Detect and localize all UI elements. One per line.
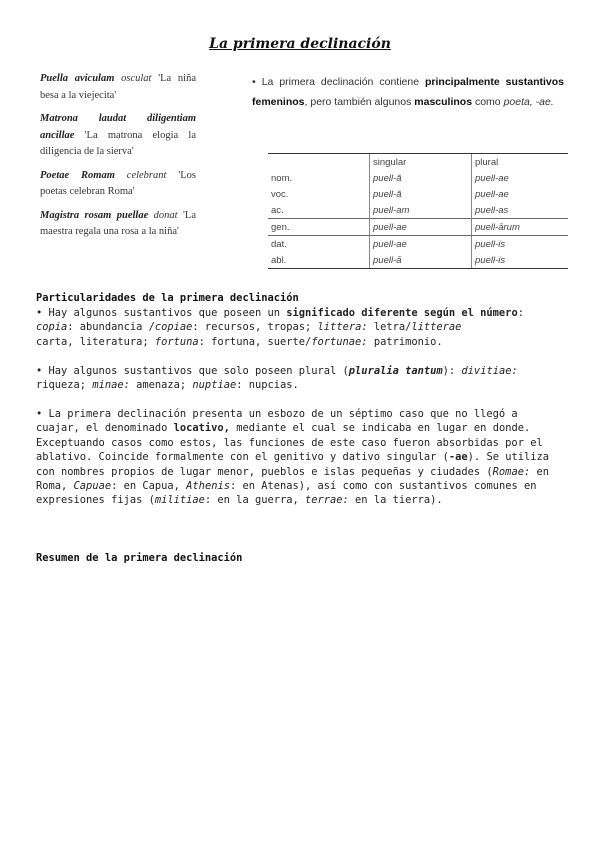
paragraph-number-meaning — [36, 306, 560, 349]
singular-form: puell-ae — [370, 236, 472, 253]
table-row — [268, 202, 568, 219]
singular-form: puell-ā — [370, 252, 472, 269]
bold-text: -ae — [448, 451, 468, 464]
table-header-cell: singular — [370, 154, 472, 171]
example-verb: donat — [148, 209, 178, 221]
plural-form: puell-ārum — [472, 219, 569, 236]
paragraph-line — [36, 320, 560, 334]
example-1 — [40, 71, 196, 104]
text: : — [517, 307, 524, 319]
bold-text: locativo, — [173, 422, 230, 435]
text: • Hay algunos sustantivos que solo poseen plural ( — [36, 365, 349, 377]
table-row — [268, 236, 568, 253]
latin-word: copiae — [154, 321, 193, 334]
declension-table — [268, 153, 568, 269]
intro-paragraph — [252, 72, 564, 112]
singular-form: puell-ă — [370, 186, 472, 202]
intro-bold: principalmente sustantivos femeninos — [252, 76, 564, 108]
paragraph-line — [36, 306, 560, 320]
paragraph-locative — [36, 407, 560, 508]
text: riqueza; — [36, 379, 93, 392]
singular-form: puell-am — [370, 202, 472, 219]
intro-text: como — [472, 96, 504, 108]
table-row — [268, 219, 568, 236]
bullet: • — [252, 76, 256, 88]
text: letra/ — [367, 321, 412, 334]
case-label: nom. — [271, 172, 293, 184]
text: • La primera declinación presenta un esbozo de un séptimo caso que no llegó a cuajar, el denominado — [36, 408, 518, 435]
text: mediante el cual se indicaba en lugar en donde. Exceptuando casos como estos, las funciones de este caso fueron absorbidas por el ablativo. Coincide formalmente con el genitivo y dativo singular ( — [36, 422, 543, 464]
paragraph-text — [36, 407, 560, 508]
latin-word: littera: — [317, 321, 368, 334]
singular-form: puell-ae — [370, 219, 472, 236]
plural-form: puell-ae — [472, 170, 569, 186]
plural-form: puell-is — [472, 236, 569, 253]
latin-word: militiae — [154, 494, 205, 507]
latin-word: terrae: — [305, 494, 349, 507]
example-2 — [40, 111, 196, 161]
bold-text: significado diferente según el número — [286, 307, 518, 319]
example-latin: Puella aviculam — [40, 73, 115, 84]
example-latin: Matrona laudat diligentiam ancillae — [40, 113, 196, 141]
case-label: ac. — [271, 204, 284, 216]
latin-word: fortuna — [154, 335, 199, 348]
example-3 — [40, 168, 196, 201]
table-header-cell: plural — [472, 154, 569, 171]
page-title: La primera declinación — [209, 36, 391, 52]
example-verb: osculat — [114, 73, 152, 84]
table-header-cell — [268, 154, 370, 171]
text: amenaza; — [129, 379, 193, 392]
section-heading — [36, 291, 560, 305]
case-label: dat. — [271, 238, 287, 250]
example-gloss: 'La niña besa a la viejecita' — [40, 73, 196, 101]
text: : fortuna, suerte/ — [198, 335, 312, 348]
text: ). Se utiliza con nombres propios de lugar menor, pueblos e islas pequeñas y ciudades ( — [36, 451, 549, 478]
example-latin: Poetae Romam — [40, 169, 115, 181]
intro-text: La primera declinación contiene — [261, 76, 425, 88]
text: : en Capua, — [111, 480, 187, 493]
latin-word: litterae — [411, 321, 462, 334]
text: en Roma, — [36, 465, 549, 493]
latin-examples — [40, 71, 196, 248]
latin-word: fortunae: — [311, 335, 368, 348]
text: ): — [442, 365, 462, 377]
text: • Hay algunos sustantivos que poseen un — [36, 307, 287, 319]
table-row — [268, 170, 568, 186]
table-row — [268, 186, 568, 202]
table-header-row — [268, 154, 568, 171]
intro-text: , pero también algunos — [304, 96, 415, 108]
case-label: abl. — [268, 252, 370, 269]
text: : abundancia / — [67, 321, 155, 334]
latin-word: Romae: — [492, 465, 531, 478]
latin-word: copia — [36, 321, 68, 334]
bold-latin-term: pluralia tantum — [348, 365, 443, 377]
text: : en Atenas), así como con sustantivos comunes en expresiones fijas ( — [36, 480, 537, 507]
paragraph-pluralia-tantum — [36, 364, 560, 393]
latin-word: nuptiae — [192, 379, 237, 392]
text: carta, literatura; — [36, 335, 155, 348]
paragraph-line — [36, 378, 560, 392]
text: : en la guerra, — [204, 494, 305, 507]
section-heading-text: Particularidades de la primera declinación — [36, 292, 299, 304]
example-latin: Magistra rosam puellae — [40, 209, 149, 221]
plural-form: puell-as — [472, 202, 569, 219]
summary-heading — [36, 551, 560, 565]
latin-word: divitiae: — [461, 365, 518, 377]
intro-italic: poeta, -ae. — [503, 96, 554, 108]
example-verb: celebrant — [114, 169, 167, 181]
paragraph-line — [36, 335, 560, 349]
latin-word: Athenis — [186, 480, 230, 493]
case-label: voc. — [271, 188, 289, 200]
paragraph-line — [36, 364, 560, 378]
case-label: gen. — [268, 219, 370, 236]
table-row — [268, 252, 568, 269]
text: patrimonio. — [367, 335, 443, 348]
plural-form: puell-is — [472, 252, 569, 269]
example-gloss: 'Los poetas celebran Roma' — [40, 169, 196, 197]
example-gloss: 'La maestra regala una rosa a la niña' — [40, 209, 196, 237]
latin-word: minae: — [92, 379, 130, 392]
singular-form: puell-ă — [370, 170, 472, 186]
example-gloss: 'La matrona elogia la diligencia de la sierva' — [40, 129, 196, 157]
text: : nupcias. — [236, 379, 299, 392]
example-4 — [40, 208, 196, 241]
latin-word: Capuae — [73, 480, 112, 493]
text: en la tierra). — [348, 494, 443, 507]
text: : recursos, tropas; — [192, 321, 318, 334]
intro-bold: masculinos — [414, 96, 473, 108]
plural-form: puell-ae — [472, 186, 569, 202]
summary-heading-text: Resumen de la primera declinación — [36, 552, 243, 564]
